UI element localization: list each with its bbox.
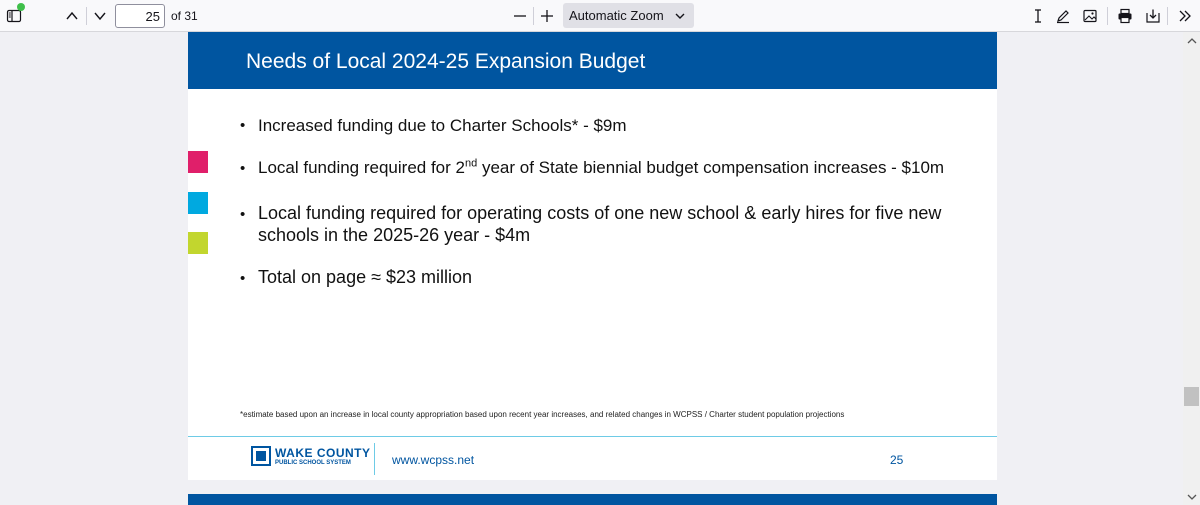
pink-accent-block — [188, 151, 208, 173]
bullet-item-text: year of State biennial budget compensation increases - $10m — [477, 158, 945, 177]
page-count-label: of 31 — [171, 9, 198, 23]
vertical-scrollbar[interactable] — [1183, 32, 1200, 505]
notification-dot — [17, 3, 25, 11]
image-tool-button[interactable] — [1079, 4, 1101, 28]
draw-tool-button[interactable] — [1052, 4, 1074, 28]
bullet-item-charter: Increased funding due to Charter Schools* - $9m — [258, 116, 627, 135]
print-button[interactable] — [1113, 4, 1137, 28]
lime-accent-block — [188, 232, 208, 254]
logo-title: WAKE COUNTY — [275, 445, 371, 460]
zoom-out-button[interactable] — [509, 4, 531, 28]
footer-divider — [374, 443, 375, 475]
bullet-marker: • — [240, 117, 246, 134]
scroll-down-arrow-icon[interactable] — [1183, 488, 1200, 505]
zoom-select[interactable] — [563, 3, 694, 28]
logo-building-icon — [251, 446, 271, 466]
plus-icon — [540, 9, 554, 23]
slide-header — [188, 32, 997, 89]
wcpss-logo — [251, 446, 371, 466]
pdf-page — [188, 32, 997, 480]
toolbar-separator — [86, 7, 87, 25]
image-icon — [1082, 8, 1098, 24]
footer-url: www.wcpss.net — [392, 453, 475, 467]
pdf-toolbar — [0, 0, 1200, 32]
more-tools-button[interactable] — [1173, 4, 1197, 28]
toolbar-separator — [1167, 7, 1168, 25]
bullet-item-text: Local funding required for 2 — [258, 158, 465, 177]
zoom-in-button[interactable] — [536, 4, 558, 28]
next-page-button[interactable] — [88, 4, 112, 28]
text-cursor-icon — [1030, 8, 1046, 24]
bullet-item-total: Total on page ≈ $23 million — [258, 267, 473, 287]
scroll-up-arrow-icon[interactable] — [1183, 32, 1200, 49]
slide-footnote: *estimate based upon an increase in local county appropriation based upon recent year increases, and related changes in WCPSS / Charter student population projections — [240, 410, 845, 419]
footer-rule — [188, 436, 997, 437]
bullet-marker: • — [240, 160, 246, 177]
download-icon — [1145, 8, 1161, 24]
previous-page-button[interactable] — [60, 4, 84, 28]
chevron-down-icon — [93, 9, 107, 23]
pen-icon — [1055, 8, 1071, 24]
scrollbar-thumb[interactable] — [1184, 387, 1199, 406]
next-pdf-page — [188, 494, 997, 505]
bullet-marker: • — [240, 270, 246, 287]
bullet-item-new-schools: Local funding required for operating costs of one new school & early hires for five new schools in the 2025-26 year - $4m — [258, 203, 942, 245]
zoom-select-value: Automatic Zoom — [569, 8, 664, 23]
toolbar-separator — [1107, 7, 1108, 25]
bullet-item-compensation — [258, 157, 944, 179]
ordinal-suffix: nd — [464, 157, 478, 170]
bullet-marker: • — [240, 206, 246, 223]
toolbar-separator — [533, 7, 534, 25]
page-number-input[interactable] — [115, 4, 165, 28]
save-button[interactable] — [1141, 4, 1165, 28]
printer-icon — [1117, 8, 1133, 24]
chevron-up-icon — [65, 9, 79, 23]
double-chevron-right-icon — [1177, 8, 1193, 24]
cyan-accent-block — [188, 192, 208, 214]
text-tool-button[interactable] — [1027, 4, 1049, 28]
logo-subtitle: PUBLIC SCHOOL SYSTEM — [275, 459, 351, 466]
slide-title: Needs of Local 2024-25 Expansion Budget — [246, 50, 646, 73]
document-viewer[interactable] — [0, 32, 1200, 505]
minus-icon — [513, 9, 527, 23]
slide-page-number: 25 — [890, 453, 904, 467]
chevron-down-icon — [674, 11, 686, 21]
